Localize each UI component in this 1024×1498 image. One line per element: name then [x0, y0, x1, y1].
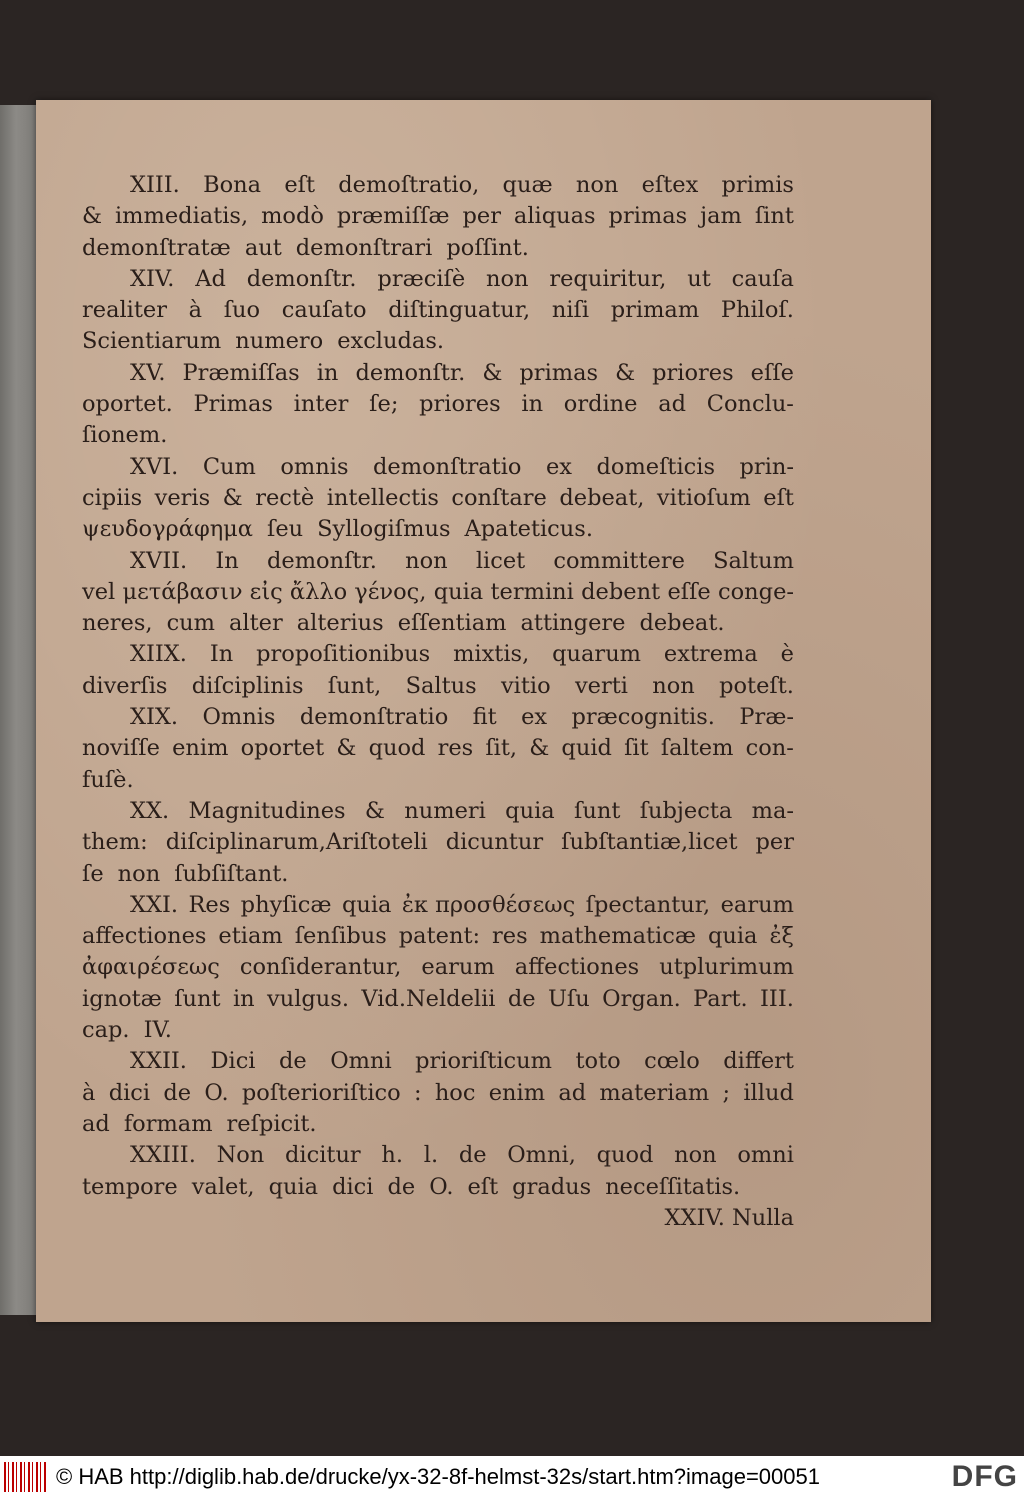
text-word: cauſa	[731, 265, 794, 292]
text-word: prioriſticum	[415, 1048, 552, 1075]
text-word: quia	[341, 891, 392, 918]
text-word: ἐξ	[769, 923, 794, 950]
text-word: conſiderantur,	[239, 954, 402, 981]
text-word: priores	[419, 391, 501, 418]
text-word: ad	[658, 391, 687, 418]
text-line	[82, 890, 794, 921]
text-word: XV.	[130, 359, 166, 386]
text-word: inter	[293, 391, 349, 418]
text-word: non	[117, 860, 161, 887]
text-word: hoc	[434, 1079, 476, 1106]
text-line	[82, 452, 794, 483]
text-word: vitioſum	[656, 484, 751, 511]
text-line	[82, 1015, 794, 1046]
text-word: fuſè.	[82, 766, 134, 793]
text-word: verti	[574, 672, 628, 699]
text-word: etiam	[218, 923, 283, 950]
text-word: ſunt,	[327, 672, 382, 699]
text-word: &	[336, 735, 357, 762]
text-word: omni	[737, 1142, 794, 1169]
text-word: XVII.	[130, 547, 188, 574]
text-word: requiritur,	[549, 265, 667, 292]
text-word: à	[188, 297, 203, 324]
text-word: poſterioriſtico	[241, 1079, 401, 1106]
text-word: In	[209, 641, 234, 668]
text-line	[82, 170, 794, 201]
text-word: demonſtr.	[267, 547, 377, 574]
text-line	[82, 1140, 794, 1171]
text-word: XIIX.	[130, 641, 187, 668]
text-word: enim	[172, 735, 229, 762]
text-word: affectiones	[82, 923, 207, 950]
text-word: materiam	[599, 1079, 710, 1106]
text-line	[82, 671, 794, 702]
text-word: XXII.	[130, 1048, 187, 1075]
text-word: Scientiarum	[82, 328, 222, 355]
text-word: Cum	[202, 453, 256, 480]
text-word: non	[575, 172, 619, 198]
text-word: non	[674, 1142, 717, 1169]
text-word: quia	[707, 923, 758, 950]
text-line	[82, 639, 794, 670]
text-line	[82, 796, 794, 827]
text-word: modò	[261, 203, 324, 230]
text-word: tempore	[82, 1173, 178, 1200]
text-word: aliquas	[513, 203, 596, 230]
text-word: quia	[505, 797, 555, 824]
text-line	[82, 514, 794, 545]
text-word: XX.	[130, 797, 170, 824]
text-line	[82, 702, 794, 733]
text-word: In	[215, 547, 239, 574]
text-word: Apateticus.	[464, 516, 593, 543]
text-word: ſubſtantiæ,licet	[561, 829, 738, 856]
text-word: XXIII.	[130, 1142, 196, 1169]
text-word: XIX.	[130, 704, 179, 731]
text-word: præmiſſæ	[336, 203, 450, 230]
text-word: Omni,	[507, 1142, 576, 1169]
text-word: de	[278, 1048, 307, 1075]
text-word: ſit,	[485, 735, 518, 762]
text-word: quia	[268, 1173, 319, 1200]
text-word: conſtare	[451, 484, 547, 511]
text-word: quod	[368, 735, 426, 762]
text-word: de	[387, 1173, 416, 1200]
text-word: præcognitis.	[571, 704, 715, 731]
text-word: illud	[743, 1079, 794, 1106]
text-word: ſubjecta	[639, 797, 733, 824]
text-word: ſe;	[369, 391, 399, 418]
text-word: ſenſibus	[294, 923, 387, 950]
text-word: Vid.Neldelii	[361, 985, 496, 1012]
text-word: Syllogiſmus	[317, 516, 451, 543]
text-word: ſunt	[574, 797, 621, 824]
text-word: demonſtratæ	[82, 234, 231, 261]
text-line	[82, 608, 794, 639]
text-word: ex	[521, 704, 548, 731]
text-word: XIV.	[130, 265, 175, 292]
text-word: Præ-	[739, 704, 794, 731]
text-word: in	[521, 391, 544, 418]
text-word: cœlo	[644, 1048, 700, 1075]
text-word: III.	[760, 985, 794, 1012]
text-word: intellectis	[326, 484, 439, 511]
text-word: rectè	[255, 484, 315, 511]
text-word: ſint	[754, 203, 794, 230]
text-line	[82, 264, 794, 295]
text-word: veris	[154, 484, 211, 511]
text-word: jam	[700, 203, 742, 230]
text-word: poteſt.	[719, 672, 794, 699]
text-line	[82, 389, 794, 420]
text-line	[82, 420, 794, 451]
text-word: &	[482, 359, 503, 386]
text-word: Conclu-	[706, 391, 794, 418]
text-word: &	[82, 203, 103, 230]
text-word: :	[413, 1079, 422, 1106]
text-word: utplurimum	[659, 954, 794, 981]
text-word: gradus	[512, 1173, 592, 1200]
text-word: demoſtratio,	[338, 172, 480, 198]
text-word: &	[615, 359, 636, 386]
text-word: omnis	[280, 453, 349, 480]
text-word: Omnis	[202, 704, 276, 731]
text-word: à	[82, 1079, 96, 1106]
text-word: quia	[433, 578, 484, 605]
text-word: primis	[721, 172, 794, 198]
text-word: earum	[720, 891, 794, 918]
text-word: ſpectantur,	[585, 891, 711, 918]
text-word: &	[222, 484, 243, 511]
text-word: earum	[421, 954, 495, 981]
text-word: formam	[123, 1110, 213, 1137]
text-line	[82, 1172, 794, 1203]
text-word: con-	[745, 735, 794, 762]
text-word: quæ	[502, 172, 553, 198]
text-word: domeſticis	[596, 453, 716, 480]
text-word: ſuo	[223, 297, 261, 324]
text-word: XVI.	[130, 453, 179, 480]
text-word: patent:	[398, 923, 481, 950]
text-word: numero	[235, 328, 324, 355]
text-word: enim	[488, 1079, 546, 1106]
catchword: XXIV. Nulla	[664, 1204, 794, 1231]
text-line	[82, 1109, 794, 1140]
text-word: immediatis,	[114, 203, 249, 230]
text-word: Ad	[195, 265, 226, 292]
footer-bar	[0, 1456, 1024, 1498]
text-line	[82, 859, 794, 890]
text-word: dici	[108, 1079, 151, 1106]
text-line	[82, 952, 794, 983]
text-word: mathematicæ	[539, 923, 696, 950]
text-word: Res	[188, 891, 231, 918]
text-word: vulgus.	[267, 985, 349, 1012]
text-word: eſſe	[667, 578, 711, 605]
text-word: res	[437, 735, 474, 762]
text-word: valet,	[191, 1173, 255, 1200]
text-word: dicuntur	[445, 829, 544, 856]
text-word: debeat.	[639, 610, 725, 637]
text-word: eſſentiam	[397, 610, 507, 637]
text-word: vel	[82, 578, 116, 605]
text-line	[82, 233, 794, 264]
text-line	[82, 483, 794, 514]
text-word: non	[486, 265, 529, 292]
text-word: diſciplinis	[191, 672, 304, 699]
text-line	[82, 577, 794, 608]
text-word: præciſè	[377, 265, 466, 292]
text-line	[82, 201, 794, 232]
text-word: ut	[687, 265, 711, 292]
text-word: Part.	[693, 985, 748, 1012]
text-line	[82, 827, 794, 858]
book-page	[36, 100, 931, 1322]
text-line	[82, 358, 794, 389]
text-word: Bona	[203, 172, 262, 198]
text-word: numeri	[404, 797, 486, 824]
text-word: demonſtr.	[355, 359, 466, 386]
text-word: de	[163, 1079, 192, 1106]
text-word: eſtex	[641, 172, 699, 198]
text-word: ſaltem	[660, 735, 734, 762]
text-word: non	[652, 672, 695, 699]
text-line	[82, 295, 794, 326]
previous-page-edge	[0, 105, 41, 1315]
text-word: Saltus	[405, 672, 477, 699]
text-word: ad	[82, 1110, 110, 1137]
text-word: vitio	[500, 672, 551, 699]
text-word: neceſſitatis.	[605, 1173, 741, 1200]
text-word: de	[507, 985, 536, 1012]
text-word: è	[780, 641, 794, 668]
text-word: ma-	[751, 797, 794, 824]
text-word: oportet	[240, 735, 325, 762]
text-word: eſt	[284, 172, 315, 198]
text-word: extrema	[663, 641, 758, 668]
text-word: ;	[722, 1079, 731, 1106]
text-word: primam	[610, 297, 700, 324]
text-word: attingere	[520, 610, 626, 637]
text-line	[82, 1046, 794, 1077]
text-word: cap.	[82, 1017, 130, 1044]
text-word: ἀφαιρέσεως	[82, 954, 220, 981]
text-word: demonſtratio	[373, 453, 522, 480]
text-word: propoſitionibus	[256, 641, 431, 668]
text-word: quod	[596, 1142, 654, 1169]
text-word: demonſtrari	[295, 234, 433, 261]
text-word: l.	[423, 1142, 439, 1169]
text-line	[82, 765, 794, 796]
text-word: Saltum	[713, 547, 794, 574]
text-line	[82, 546, 794, 577]
text-word: reſpicit.	[226, 1110, 317, 1137]
text-word: O.	[204, 1079, 229, 1106]
text-word: demonſtr.	[246, 265, 357, 292]
text-word: licet	[475, 547, 526, 574]
text-word: ſunt	[174, 985, 221, 1012]
text-word: poſſint.	[446, 234, 529, 261]
text-word: primas	[519, 359, 599, 386]
text-word: &	[529, 735, 550, 762]
text-word: ignotæ	[82, 985, 162, 1012]
page-text	[82, 170, 794, 1234]
text-word: per	[755, 829, 794, 856]
text-word: per	[462, 203, 501, 230]
dfg-logo: DFG	[951, 1460, 1018, 1493]
text-word: Uſu	[547, 985, 590, 1012]
text-word: ſionem.	[82, 422, 168, 449]
text-word: fit	[472, 704, 497, 731]
text-word: excludas.	[337, 328, 445, 355]
text-word: cum	[166, 610, 216, 637]
text-line	[82, 921, 794, 952]
text-word: ſe	[82, 860, 104, 887]
text-word: affectiones	[514, 954, 640, 981]
text-word: committere	[553, 547, 685, 574]
text-word: in	[232, 985, 255, 1012]
text-word: de	[458, 1142, 487, 1169]
text-word: ſeu	[267, 516, 304, 543]
text-word: phyſicæ	[240, 891, 332, 918]
text-word: h.	[381, 1142, 404, 1169]
text-word: ordine	[563, 391, 638, 418]
text-word: dici	[332, 1173, 374, 1200]
text-word: Præmiſſas	[182, 359, 300, 386]
text-word: realiter	[82, 297, 167, 324]
text-word: ad	[558, 1079, 587, 1106]
text-word: demonſtratio	[299, 704, 449, 731]
text-word: primas	[608, 203, 688, 230]
text-word: diſciplinarum,Ariſtoteli	[165, 829, 428, 856]
text-word: Organ.	[602, 985, 681, 1012]
text-word: in	[316, 359, 339, 386]
text-word: ſit	[624, 735, 649, 762]
text-line	[82, 1078, 794, 1109]
text-word: XIII.	[130, 172, 180, 198]
text-word: diſtinguatur,	[388, 297, 531, 324]
text-word: alter	[229, 610, 283, 637]
text-word: them:	[82, 829, 148, 856]
text-word: eſt	[467, 1173, 499, 1200]
text-word: Omni	[330, 1048, 392, 1075]
text-word: debent	[581, 578, 661, 605]
text-word: neres,	[82, 610, 153, 637]
text-word: diverſis	[82, 672, 168, 699]
text-word: eſt	[763, 484, 794, 511]
text-word: differt	[723, 1048, 794, 1075]
text-word: ſubſiſtant.	[174, 860, 289, 887]
text-word: oportet.	[82, 391, 173, 418]
text-word: res	[492, 923, 528, 950]
copyright-url[interactable]: © HAB http://diglib.hab.de/drucke/yx-32-8f-helmst-32s/start.htm?image=00051	[56, 1464, 820, 1489]
text-word: toto	[575, 1048, 621, 1075]
barcode-icon	[4, 1462, 48, 1492]
text-word: prin-	[739, 453, 794, 480]
text-word: XXI.	[130, 891, 179, 918]
text-word: termini	[490, 578, 574, 605]
text-word: ex	[545, 453, 572, 480]
text-word: mixtis,	[453, 641, 530, 668]
text-word: ψευδογράφημα	[82, 516, 253, 543]
text-word: quarum	[552, 641, 642, 668]
text-word: debeat,	[559, 484, 645, 511]
text-word: IV.	[143, 1017, 172, 1044]
text-word: niſi	[551, 297, 590, 324]
text-word: cipiis	[82, 484, 143, 511]
text-word: eſſe	[750, 359, 794, 386]
text-word: Dici	[210, 1048, 256, 1075]
text-word: alterius	[296, 610, 384, 637]
text-word: non	[405, 547, 448, 574]
text-word: conge-	[718, 578, 794, 605]
text-word: &	[364, 797, 385, 824]
text-word: μετάβασιν εἰς ἄλλο γένος,	[122, 578, 427, 605]
text-word: dicitur	[285, 1142, 361, 1169]
text-word: Non	[216, 1142, 265, 1169]
text-word: ἐκ προσθέσεως	[401, 891, 576, 918]
text-word: noviſſe	[82, 735, 160, 762]
text-word: Philoſ.	[720, 297, 794, 324]
text-word: Magnitudines	[188, 797, 346, 824]
catchword-line	[82, 1203, 794, 1234]
text-line	[82, 326, 794, 357]
text-line	[82, 984, 794, 1015]
text-word: O.	[429, 1173, 454, 1200]
text-word: priores	[652, 359, 734, 386]
text-line	[82, 733, 794, 764]
text-word: Primas	[193, 391, 273, 418]
text-word: aut	[244, 234, 282, 261]
text-word: cauſato	[281, 297, 367, 324]
text-word: quid	[561, 735, 612, 762]
